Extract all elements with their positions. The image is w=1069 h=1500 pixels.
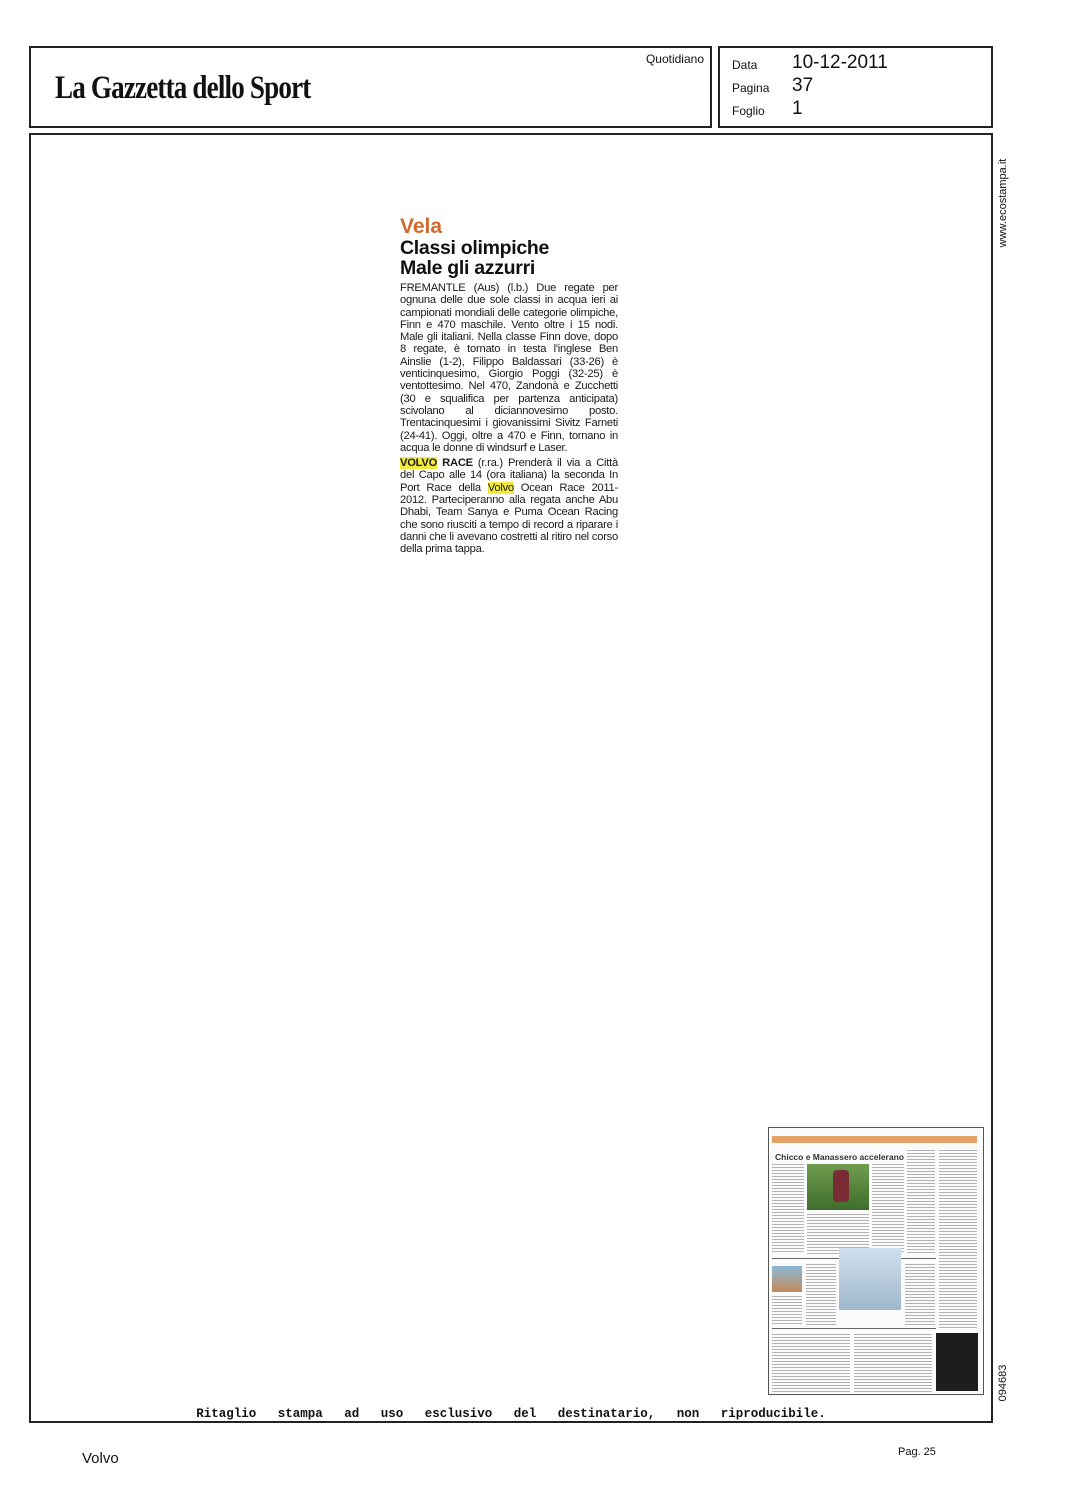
- thumbnail-photo-golfer: [807, 1164, 869, 1210]
- page-number: Pag. 25: [898, 1446, 936, 1458]
- article-paragraph-1: FREMANTLE (Aus) (l.b.) Due regate per ognuna delle due sole classi in acqua ieri ai campionati mondiali delle categorie olimpiche, Finn e 470 maschile. Vento oltre i 15 nodi. Male gli italiani. Nella classe Finn dove, dopo 8 regate, è tornato in testa l'inglese Ben Ainslie (1-2), Filippo Baldassari (33-26) è venticinquesimo, Giorgio Poggi (32-25) è ventottesimo. Nel 470, Zandonà e Zucchetti (30 e squalifica per partenza anticipata) scivolano al diciannovesimo posto. Trentacinquesimi i giovanissimi Sivitz Farneti (24-41). Oggi, oltre a 470 e Finn, tornano in acqua le donne di windsurf e Laser.: [400, 282, 618, 454]
- meta-row-page: [732, 75, 987, 97]
- article-headline-line1: Classi olimpiche: [400, 237, 550, 259]
- masthead-logo: La Gazzetta dello Sport: [55, 70, 311, 106]
- paragraph-2-text-a: (r.ra.) Prenderà il via a Città del Capo alle 14 (ora italiana) la seconda In Port Race della: [400, 457, 618, 494]
- masthead-box: [29, 46, 712, 128]
- thumbnail-section-bar: [772, 1136, 977, 1143]
- thumbnail-text-column: [806, 1264, 836, 1326]
- meta-label-date: Data: [732, 58, 758, 72]
- article-headline: [400, 238, 618, 278]
- thumbnail-headline: Chicco e Manassero accelerano: [775, 1152, 904, 1162]
- side-code-text: 094683: [997, 1364, 1009, 1402]
- paragraph-2-text-b: Ocean Race 2011-2012. Parteciperanno alla regata anche Abu Dhabi, Team Sanya e Puma Ocean Racing che sono riusciti a tempo di record a riparare i danni che li avevano costretti al ritiro nel corso della prima tappa.: [400, 481, 618, 556]
- article: [400, 216, 618, 556]
- page-thumbnail: [768, 1127, 984, 1395]
- article-headline-line2: Male gli azzurri: [400, 257, 535, 279]
- meta-label-sheet: Foglio: [732, 104, 765, 118]
- meta-value-date: 10-12-2011: [792, 52, 888, 73]
- thumbnail-photo-small: [772, 1266, 802, 1292]
- meta-value-page: 37: [792, 75, 814, 96]
- publication-meta-box: [718, 46, 993, 128]
- side-url-text: www.ecostampa.it: [997, 158, 1009, 248]
- clipping-topic: Volvo: [82, 1450, 119, 1467]
- thumbnail-rule: [772, 1328, 936, 1329]
- meta-row-date: [732, 52, 987, 74]
- reproduction-disclaimer: Ritaglio stampa ad uso esclusivo del destinatario, non riproducibile.: [196, 1407, 826, 1421]
- highlight-volvo: Volvo: [487, 481, 514, 494]
- thumbnail-text-column: [772, 1296, 802, 1326]
- thumbnail-text-column: [854, 1334, 932, 1392]
- meta-row-sheet: [732, 98, 987, 120]
- meta-value-sheet: 1: [792, 98, 803, 119]
- side-code: [993, 1358, 1013, 1408]
- paragraph-2-tag-rest: RACE: [437, 457, 473, 470]
- thumbnail-text-column: [772, 1164, 804, 1254]
- side-url: [993, 148, 1013, 258]
- periodicity-label: Quotidiano: [645, 52, 704, 66]
- article-kicker: Vela: [400, 215, 443, 238]
- thumbnail-text-column: [872, 1164, 904, 1254]
- thumbnail-text-column: [905, 1264, 935, 1326]
- thumbnail-dark-box: [936, 1333, 978, 1391]
- meta-label-page: Pagina: [732, 81, 770, 95]
- thumbnail-photo-building: [839, 1248, 901, 1310]
- thumbnail-text-column: [772, 1334, 850, 1392]
- thumbnail-text-column: [907, 1150, 935, 1254]
- article-paragraph-2: [400, 457, 618, 555]
- thumbnail-text-column: [939, 1150, 977, 1330]
- paragraph-2-tag: [400, 457, 473, 469]
- highlight-volvo-tag: VOLVO: [400, 457, 438, 470]
